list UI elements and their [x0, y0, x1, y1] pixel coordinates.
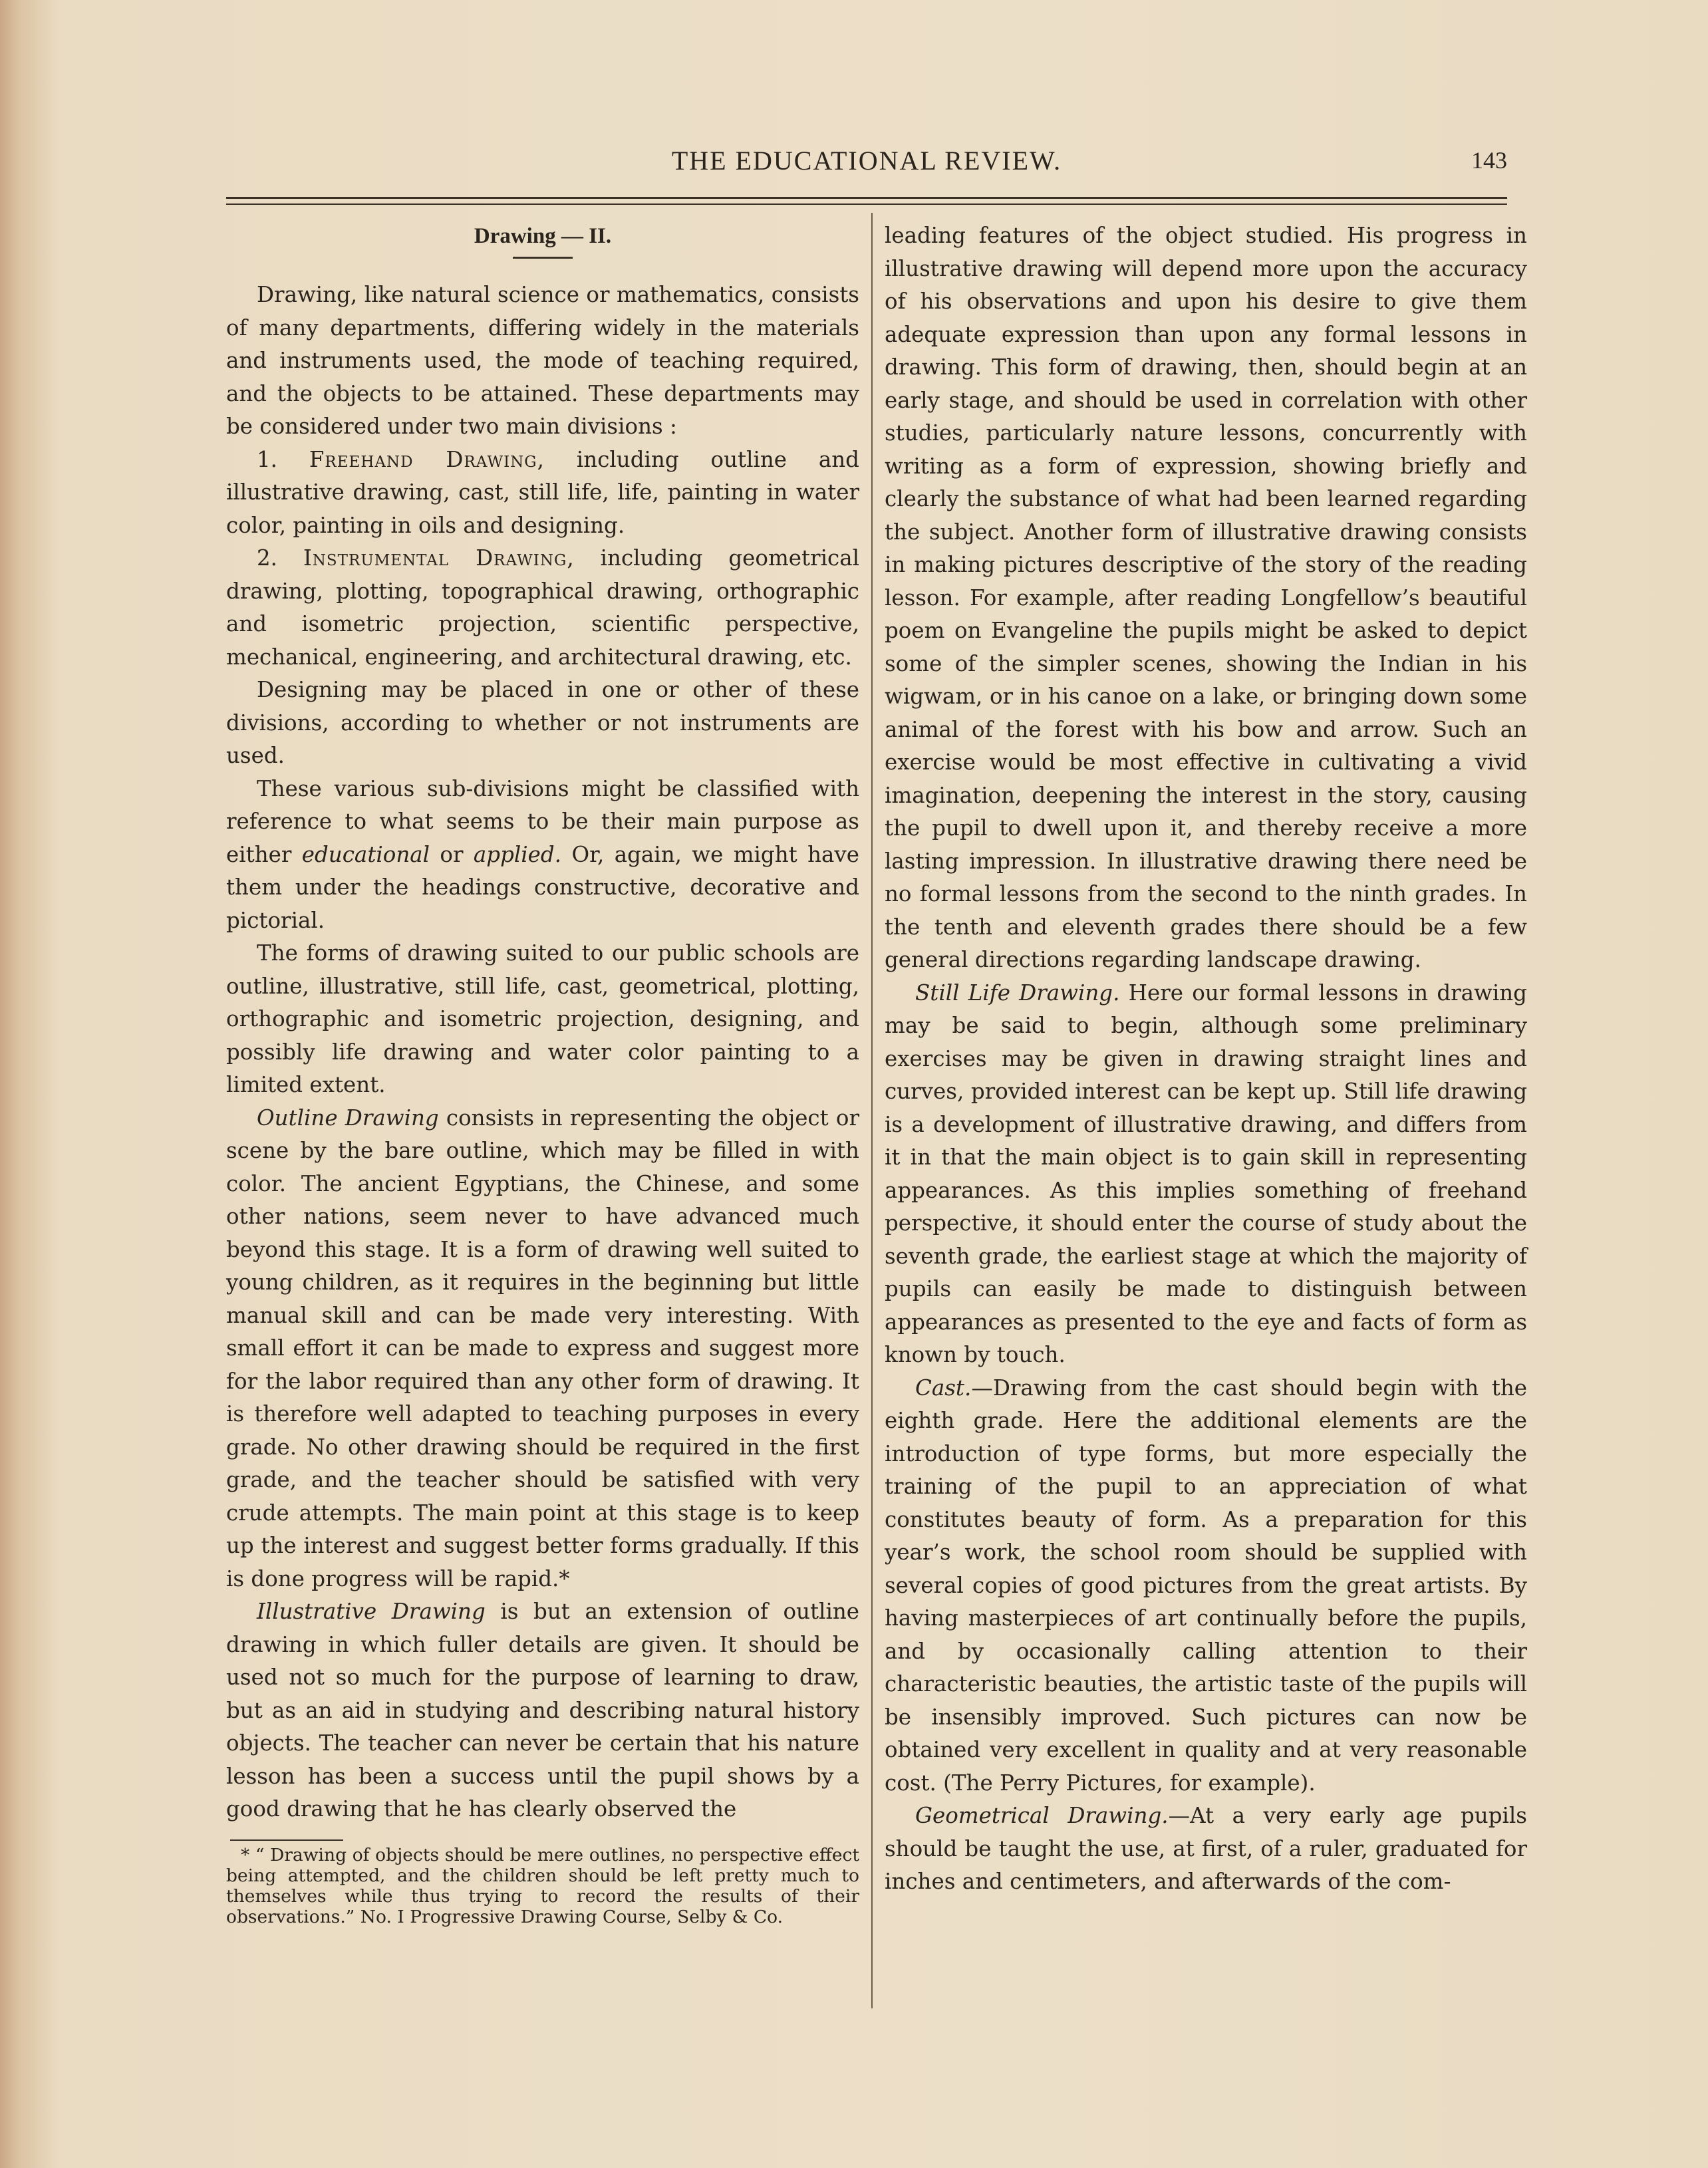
paragraph-cast — [885, 1372, 1527, 1800]
header-rule-thick — [226, 197, 1507, 199]
paragraph-text: consists in representing the object or scene by the bare outline, which may be filled in with color. The ancient Egyptians, the Chinese, and some other nations, seem never to have advanced much beyond this stage. It is a form of drawing well suited to young children, as it requires in the beginning but little manual skill and can be made very interesting. With small effort it can be made to express and suggest more for the labor required than any other form of drawing. It is therefore well adapted to teaching purposes in every grade. No other drawing should be required in the first grade, and the teacher should be satisfied with very crude attempts. The main point at this stage is to keep up the interest and suggest better forms gradually. If this is done progress will be rapid.* — [226, 1105, 859, 1591]
section-heading-instrumental: Instrumental Drawing, — [303, 545, 575, 571]
paragraph-illustrative-drawing — [226, 1595, 859, 1826]
paragraph-text: or — [440, 841, 464, 867]
paragraph-text: Or, again, we might have them under the headings constructive, decorative and pictorial. — [226, 841, 859, 933]
paragraph-still-life — [885, 977, 1527, 1372]
section-heading-geometrical: Geometrical Drawing. — [915, 1803, 1169, 1828]
paragraph-freehand — [226, 444, 859, 543]
title-rule — [513, 257, 573, 259]
paragraph-designing: Designing may be placed in one or other of these divisions, according to whether or not instruments are used. — [226, 677, 859, 768]
paragraph-text: including geometrical drawing, plotting, topographical drawing, orthographic and isometric projection, scientific perspective, mechanical, engineering, and architectural drawing, etc. — [226, 545, 859, 670]
article-title: Drawing — II. — [474, 224, 612, 248]
running-head — [226, 145, 1507, 185]
paragraph-outline-drawing — [226, 1102, 859, 1596]
paragraph-continued: leading features of the object studied. His progress in illustrative drawing will depend more upon the accuracy of his observations and upon his desire to give them adequate expression than upon any formal lessons in drawing. This form of drawing, then, should begin at an early stage, and should be used in correlation with other studies, particularly nature lessons, concurrently with writing as a form of expression, showing briefly and clearly the substance of what had been learned regarding the subject. Another form of illustrative drawing consists in making pictures descriptive of the story of the reading lesson. For example, after reading Longfellow’s beautiful poem on Evangeline the pupils might be asked to depict some of the simpler scenes, showing the Indian in his wigwam, or in his canoe on a lake, or bringing down some animal of the forest with his bow and arrow. Such an exercise would be most effective in cultivating a vivid imagination, deepening the interest in the story, causing the pupil to dwell upon it, and thereby receive a more lasting impression. In illustrative drawing there need be no formal lessons from the second to the ninth grades. In the tenth and eleventh grades there should be a few general directions regarding landscape drawing. — [885, 223, 1527, 972]
section-heading-freehand: Freehand Drawing, — [309, 446, 545, 472]
section-heading-illustrative: Illustrative Drawing — [257, 1599, 486, 1624]
column-divider — [871, 213, 873, 2008]
list-number: 1. — [257, 446, 278, 472]
paragraph-text: These various sub-divisions might be classified with reference to what seems to be their main purpose as either — [226, 775, 859, 867]
left-column — [226, 219, 859, 1826]
paragraph-text: including outline and illustrative drawing, cast, still life, life, painting in water color, painting in oils and designing. — [226, 446, 859, 538]
paragraph-text: Here our formal lessons in drawing may be said to begin, although some preliminary exercises may be given in drawing straight lines and curves, provided interest can be kept up. Still life drawing is a development of illustrative drawing, and differs from it in that the main object is to gain skill in representing appearances. As this implies something of freehand perspective, it should enter the course of study about the seventh grade, the earliest stage at which the majority of pupils can easily be made to distinguish between appearances as presented to the eye and facts of form as known by touch. — [885, 980, 1527, 1367]
footnote-text: * “ Drawing of objects should be mere outlines, no perspective effect being attempted, and the children should be left pretty much to themselves while thus trying to record the results of their observations.” No. I Progressive Drawing Course, Selby & Co. — [226, 1845, 859, 1927]
emphasis-educational: educational — [301, 841, 430, 867]
list-number: 2. — [257, 545, 278, 571]
paragraph-subdivisions — [226, 773, 859, 938]
section-heading-outline: Outline Drawing — [257, 1105, 439, 1131]
section-heading-still-life: Still Life Drawing. — [915, 980, 1120, 1006]
emphasis-applied: applied. — [473, 841, 562, 867]
paragraph-intro: Drawing, like natural science or mathematics, consists of many departments, differing widely in the materials and instruments used, the mode of teaching required, and the objects to be attained. These departments may be considered under two main divisions : — [226, 282, 859, 439]
paragraph-text: is but an extension of outline drawing in which fuller details are given. It should be used not so much for the purpose of learning to draw, but as an aid in studying and describing natural history objects. The teacher can never be certain that his nature lesson has been a success until the pupil shows by a good drawing that he has clearly observed the — [226, 1599, 860, 1822]
right-column — [885, 219, 1527, 1899]
paragraph-instrumental — [226, 542, 859, 674]
section-heading-cast: Cast. — [915, 1375, 972, 1401]
footnote — [226, 1845, 859, 1927]
paragraph-geometrical — [885, 1800, 1527, 1899]
footnote-rule — [230, 1839, 343, 1841]
page-number: 143 — [1471, 147, 1507, 174]
header-rule-thin — [226, 203, 1507, 205]
paragraph-text: —At a very early age pupils should be taught the use, at first, of a ruler, graduated for inches and centimeters, and afterwards of the com- — [885, 1803, 1527, 1894]
paragraph-forms: The forms of drawing suited to our public schools are outline, illustrative, still life, cast, geometrical, plotting, orthographic and isometric projection, designing, and possibly life drawing and water color painting to a limited extent. — [226, 940, 859, 1097]
journal-title: THE EDUCATIONAL REVIEW. — [671, 146, 1062, 176]
paragraph-text: —Drawing from the cast should begin with the eighth grade. Here the additional elements are the introduction of type forms, but more especially the training of the pupil to an appreciation of what constitutes beauty of form. As a preparation for this year’s work, the school room should be supplied with several copies of good pictures from the great artists. By having masterpieces of art continually before the pupils, and by occasionally calling attention to their characteristic beauties, the artistic taste of the pupils will be insensibly improved. Such pictures can now be obtained very excellent in quality and at very reasonable cost. (The Perry Pictures, for example). — [885, 1375, 1527, 1796]
